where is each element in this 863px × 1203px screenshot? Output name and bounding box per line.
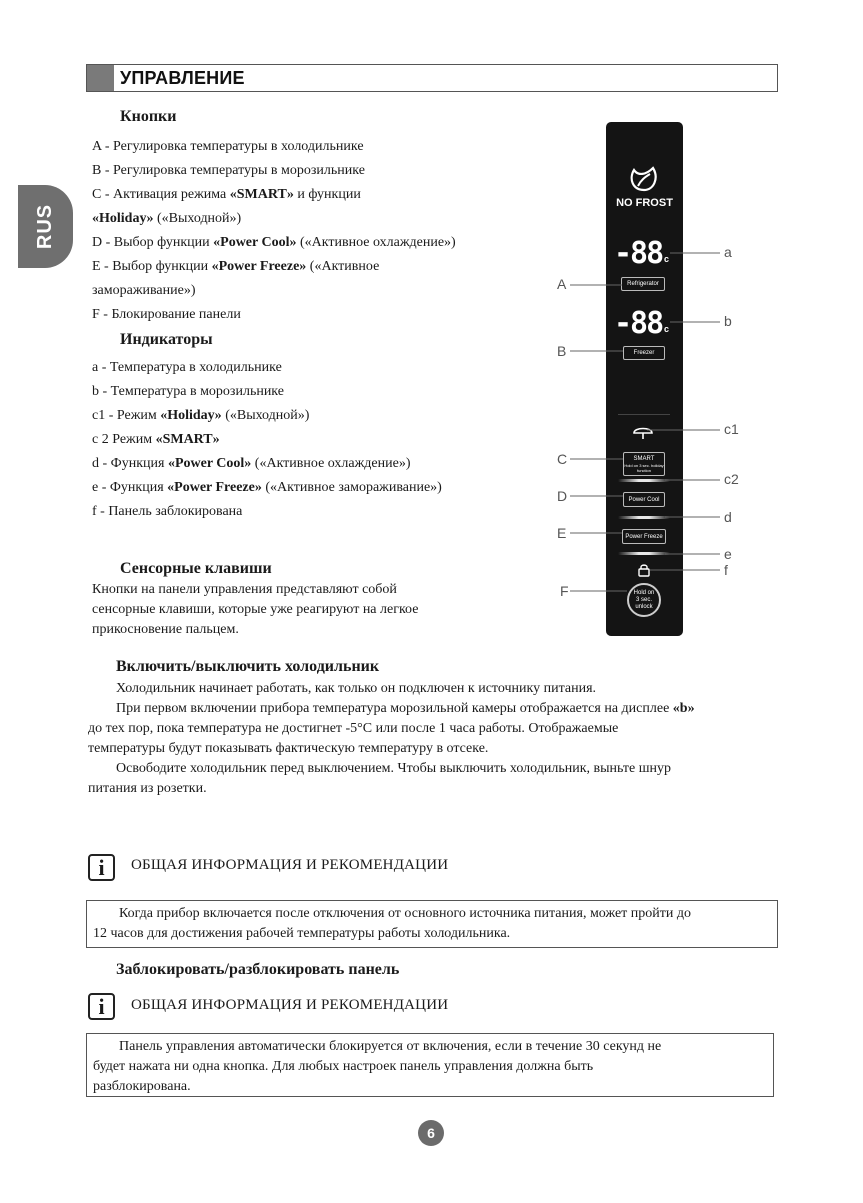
item-text: («Активное — [306, 259, 380, 274]
language-tab-label: RUS — [33, 203, 56, 250]
callout-a: a — [724, 244, 732, 260]
item-text: F - Блокирование панели — [92, 307, 241, 322]
info-title: ОБЩАЯ ИНФОРМАЦИЯ И РЕКОМЕНДАЦИИ — [131, 857, 449, 873]
indicators-heading: Индикаторы — [120, 331, 213, 348]
buttons-list — [92, 135, 542, 327]
item-text: и функции — [293, 187, 361, 202]
touch-keys-text — [92, 580, 532, 640]
bold-term: «Power Freeze» — [211, 259, 307, 274]
list-item — [92, 183, 542, 207]
fridge-temp-display: -88 — [614, 236, 663, 271]
bold-term: «Holiday» — [160, 408, 222, 423]
item-text: c 2 Режим — [92, 432, 156, 447]
item-text: («Выходной») — [221, 408, 310, 423]
list-item — [92, 404, 542, 428]
callout-A: A — [557, 276, 567, 292]
callout-c1: c1 — [724, 421, 739, 437]
info-title: ОБЩАЯ ИНФОРМАЦИЯ И РЕКОМЕНДАЦИИ — [131, 997, 449, 1013]
info-box-line: разблокирована. — [93, 1079, 191, 1094]
callout-b: b — [724, 313, 732, 329]
section-header-marker — [87, 65, 114, 91]
no-frost-label: NO FROST — [616, 197, 673, 209]
callout-d: d — [724, 509, 732, 525]
indicators-list — [92, 356, 542, 524]
bold-term: «SMART» — [155, 432, 220, 447]
page-number: 6 — [418, 1120, 444, 1146]
item-text: d - Функция — [92, 456, 168, 471]
item-text: («Выходной») — [153, 211, 242, 226]
freezer-button[interactable]: Freezer — [623, 346, 665, 360]
unlock-button-line: Hold on — [633, 589, 655, 596]
list-item — [92, 135, 542, 159]
item-text: C - Активация режима — [92, 187, 230, 202]
item-text: f - Панель заблокирована — [92, 504, 243, 519]
bold-term: «SMART» — [229, 187, 294, 202]
item-text: D - Выбор функции — [92, 235, 214, 250]
callout-B: B — [557, 343, 567, 359]
callout-f: f — [724, 562, 728, 578]
freezer-temp-unit: c — [664, 324, 670, 334]
power-paragraph-3-line: питания из розетки. — [88, 781, 207, 796]
item-text: e - Функция — [92, 480, 168, 495]
refrigerator-button[interactable]: Refrigerator — [621, 277, 665, 291]
power-paragraph-1: Холодильник начинает работать, как только он подключен к источнику питания. — [116, 681, 597, 696]
list-item — [92, 255, 542, 279]
bold-term: «Holiday» — [92, 211, 154, 226]
info-box-1 — [86, 900, 778, 948]
info-box-line: 12 часов для достижения рабочей температуры работы холодильника. — [93, 926, 511, 941]
power-heading: Включить/выключить холодильник — [116, 658, 380, 675]
list-item — [92, 356, 542, 380]
info-box-2 — [86, 1033, 774, 1097]
item-text: («Активное замораживание») — [261, 480, 442, 495]
item-text: замораживание») — [92, 283, 196, 298]
item-text: b - Температура в морозильнике — [92, 384, 284, 399]
touch-keys-line: прикосновение пальцем. — [92, 622, 239, 637]
touch-keys-line: сенсорные клавиши, которые уже реагируют на легкое — [92, 602, 419, 617]
callout-E: E — [557, 525, 567, 541]
info-box-line: Панель управления автоматически блокируется от включения, если в течение 30 секунд не — [119, 1039, 662, 1054]
bold-term: «Power Cool» — [213, 235, 297, 250]
smart-button-label: SMART — [633, 455, 655, 462]
callout-e: e — [724, 546, 732, 562]
list-item — [92, 279, 542, 303]
callout-c2: c2 — [724, 471, 739, 487]
power-freeze-button[interactable]: Power Freeze — [622, 529, 666, 544]
unlock-button-line: unlock — [635, 603, 653, 610]
power-paragraph-2-line: температуры будут показывать фактическую температуру в отсеке. — [88, 741, 489, 756]
info-icon: i — [88, 993, 115, 1020]
list-item — [92, 231, 542, 255]
touch-keys-heading: Сенсорные клавиши — [120, 560, 272, 577]
list-item — [92, 303, 542, 327]
bold-term: «Power Cool» — [167, 456, 252, 471]
item-text: c1 - Режим — [92, 408, 161, 423]
callout-F: F — [560, 583, 569, 599]
list-item — [92, 500, 542, 524]
info-box-line: Когда прибор включается после отключения от основного источника питания, может пройти до — [119, 906, 691, 921]
leaf-logo-icon — [626, 162, 662, 194]
bold-term: «Power Freeze» — [167, 480, 262, 495]
power-text — [88, 679, 788, 799]
callout-D: D — [557, 488, 568, 504]
item-text: («Активное охлаждение») — [251, 456, 411, 471]
item-text: E - Выбор функции — [92, 259, 212, 274]
list-item — [92, 452, 542, 476]
power-paragraph-2-line: При первом включении прибора температура морозильной камеры отображается на дисплее «b» — [116, 701, 695, 716]
touch-keys-line: Кнопки на панели управления представляют собой — [92, 582, 397, 597]
lock-heading: Заблокировать/разблокировать панель — [116, 961, 400, 978]
buttons-heading: Кнопки — [120, 108, 177, 125]
item-text: B - Регулировка температуры в морозильнике — [92, 163, 365, 178]
power-paragraph-3-line: Освободите холодильник перед выключением. Чтобы выключить холодильник, выньте шнур — [116, 761, 671, 776]
item-text: A - Регулировка температуры в холодильнике — [92, 139, 364, 154]
info-icon: i — [88, 854, 115, 881]
fridge-temp-unit: c — [664, 254, 670, 264]
item-text: a - Температура в холодильнике — [92, 360, 282, 375]
list-item — [92, 428, 542, 452]
item-text: («Активное охлаждение») — [296, 235, 456, 250]
list-item — [92, 159, 542, 183]
power-cool-button[interactable]: Power Cool — [623, 492, 665, 507]
list-item — [92, 380, 542, 404]
callout-C: C — [557, 451, 568, 467]
list-item — [92, 207, 542, 231]
smart-button-sublabel: Hold on 3 sec. holiday function — [624, 462, 664, 473]
list-item — [92, 476, 542, 500]
info-box-line: будет нажата ни одна кнопка. Для любых настроек панель управления должна быть — [93, 1059, 594, 1074]
section-title: УПРАВЛЕНИЕ — [120, 68, 245, 88]
unlock-button-line: 3 sec. — [635, 596, 652, 603]
display-b-reference: «b» — [672, 701, 695, 716]
freezer-temp-display: -88 — [614, 306, 663, 341]
power-paragraph-2-line: до тех пор, пока температура не достигнет -5°C или после 1 часа работы. Отображаемые — [88, 721, 619, 736]
